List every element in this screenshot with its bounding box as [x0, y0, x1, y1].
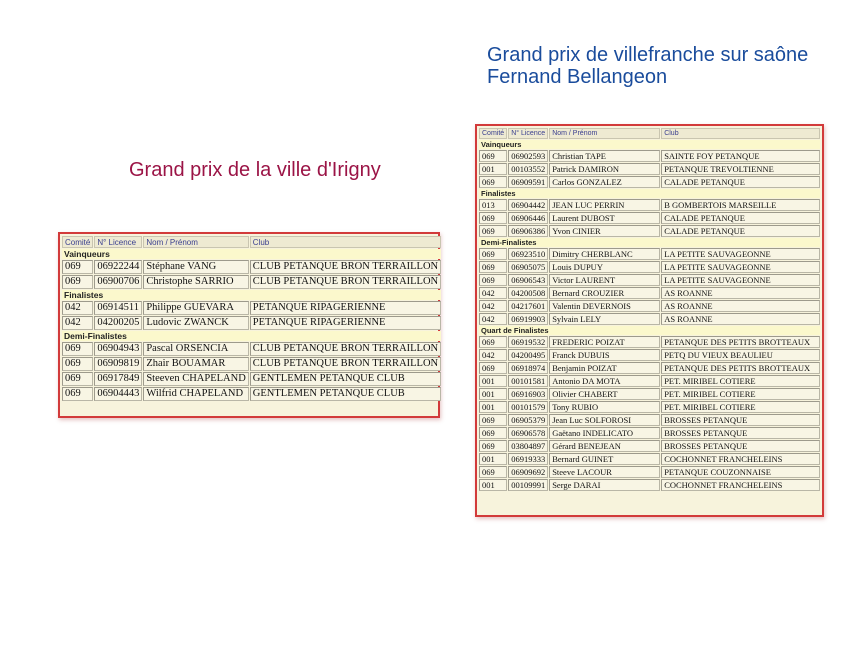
cell-nom: Gérard BENEJEAN	[549, 440, 660, 452]
table-header-row	[62, 236, 441, 248]
cell-club: PETANQUE RIPAGERIENNE	[250, 316, 441, 330]
cell-licence: 06906543	[508, 274, 548, 286]
cell-comite: 069	[479, 336, 507, 348]
table-row	[479, 466, 820, 478]
cell-nom: Patrick DAMIRON	[549, 163, 660, 175]
cell-licence: 06916903	[508, 388, 548, 400]
cell-licence: 00109991	[508, 479, 548, 491]
table-row	[479, 362, 820, 374]
cell-comite: 069	[479, 225, 507, 237]
cell-comite: 069	[479, 274, 507, 286]
right-title	[487, 44, 808, 88]
table-row	[479, 176, 820, 188]
cell-licence: 06917849	[94, 372, 142, 386]
cell-licence: 06923510	[508, 248, 548, 260]
cell-comite: 069	[479, 261, 507, 273]
cell-comite: 069	[479, 176, 507, 188]
table-row	[479, 453, 820, 465]
cell-nom: Bernard CROUZIER	[549, 287, 660, 299]
section-label: Finalistes	[479, 189, 820, 198]
header-club: Club	[250, 236, 441, 248]
cell-licence: 00101581	[508, 375, 548, 387]
cell-comite: 069	[479, 440, 507, 452]
cell-club: PETANQUE DES PETITS BROTTEAUX	[661, 336, 820, 348]
cell-club: LA PETITE SAUVAGEONNE	[661, 274, 820, 286]
cell-nom: Stéphane VANG	[143, 260, 248, 274]
cell-comite: 042	[479, 287, 507, 299]
cell-comite: 042	[62, 316, 93, 330]
cell-club: CLUB PETANQUE BRON TERRAILLON	[250, 260, 441, 274]
right-title-line2: Fernand Bellangeon	[487, 66, 668, 88]
section-row	[62, 249, 441, 259]
cell-nom: Ludovic ZWANCK	[143, 316, 248, 330]
cell-comite: 069	[62, 342, 93, 356]
table-row	[479, 212, 820, 224]
table-row	[479, 261, 820, 273]
cell-licence: 04200205	[94, 316, 142, 330]
cell-club: CALADE PETANQUE	[661, 212, 820, 224]
cell-club: B GOMBERTOIS MARSEILLE	[661, 199, 820, 211]
cell-nom: Benjamin POIZAT	[549, 362, 660, 374]
table-row	[479, 479, 820, 491]
cell-club: AS ROANNE	[661, 300, 820, 312]
cell-nom: Christian TAPE	[549, 150, 660, 162]
cell-licence: 06906446	[508, 212, 548, 224]
table-row	[479, 349, 820, 361]
cell-comite: 001	[479, 479, 507, 491]
cell-club: LA PETITE SAUVAGEONNE	[661, 248, 820, 260]
table-header-row	[479, 128, 820, 139]
table-row	[479, 375, 820, 387]
table-row	[479, 287, 820, 299]
cell-nom: Christophe SARRIO	[143, 275, 248, 289]
table-row	[479, 427, 820, 439]
cell-licence: 04217601	[508, 300, 548, 312]
section-label: Finalistes	[62, 290, 441, 300]
cell-comite: 069	[479, 248, 507, 260]
header-nom: Nom / Prénom	[549, 128, 660, 139]
cell-club: CLUB PETANQUE BRON TERRAILLON	[250, 342, 441, 356]
cell-club: PETANQUE RIPAGERIENNE	[250, 301, 441, 315]
cell-club: BROSSES PETANQUE	[661, 427, 820, 439]
table-row	[479, 274, 820, 286]
cell-nom: Yvon CINIER	[549, 225, 660, 237]
cell-licence: 06919532	[508, 336, 548, 348]
cell-nom: Olivier CHABERT	[549, 388, 660, 400]
cell-nom: Valentin DEVERNOIS	[549, 300, 660, 312]
cell-comite: 042	[479, 313, 507, 325]
section-row	[479, 238, 820, 247]
cell-comite: 042	[479, 300, 507, 312]
cell-licence: 04200495	[508, 349, 548, 361]
cell-comite: 001	[479, 401, 507, 413]
table-row	[479, 163, 820, 175]
cell-licence: 00103552	[508, 163, 548, 175]
cell-licence: 06909819	[94, 357, 142, 371]
cell-club: PET. MIRIBEL COTIERE	[661, 401, 820, 413]
villefranche-results-table	[478, 127, 821, 492]
cell-comite: 013	[479, 199, 507, 211]
table-row	[479, 440, 820, 452]
cell-comite: 069	[479, 150, 507, 162]
cell-club: PET. MIRIBEL COTIERE	[661, 388, 820, 400]
header-licence: N° Licence	[508, 128, 548, 139]
cell-club: PETANQUE COUZONNAISE	[661, 466, 820, 478]
table-row	[479, 414, 820, 426]
cell-comite: 001	[479, 453, 507, 465]
header-nom: Nom / Prénom	[143, 236, 248, 248]
cell-licence: 06914511	[94, 301, 142, 315]
cell-club: AS ROANNE	[661, 287, 820, 299]
cell-licence: 00101579	[508, 401, 548, 413]
irigny-results-table	[61, 235, 442, 402]
header-comite: Comité	[62, 236, 93, 248]
cell-licence: 04200508	[508, 287, 548, 299]
cell-licence: 06919333	[508, 453, 548, 465]
cell-nom: Serge DARAI	[549, 479, 660, 491]
section-row	[62, 290, 441, 300]
cell-nom: Zhair BOUAMAR	[143, 357, 248, 371]
cell-nom: Wilfrid CHAPELAND	[143, 387, 248, 401]
table-row	[479, 401, 820, 413]
table-row	[479, 300, 820, 312]
cell-club: PET. MIRIBEL COTIERE	[661, 375, 820, 387]
cell-club: PETQ DU VIEUX BEAULIEU	[661, 349, 820, 361]
cell-comite: 042	[62, 301, 93, 315]
cell-comite: 069	[479, 414, 507, 426]
cell-licence: 06922244	[94, 260, 142, 274]
cell-comite: 069	[62, 275, 93, 289]
cell-comite: 069	[479, 466, 507, 478]
section-row	[479, 326, 820, 335]
section-label: Demi-Finalistes	[479, 238, 820, 247]
cell-comite: 069	[479, 362, 507, 374]
table-row	[62, 342, 441, 356]
cell-nom: Antonio DA MOTA	[549, 375, 660, 387]
section-row	[62, 331, 441, 341]
cell-club: CLUB PETANQUE BRON TERRAILLON	[250, 357, 441, 371]
cell-licence: 06906578	[508, 427, 548, 439]
cell-licence: 06904943	[94, 342, 142, 356]
table-row	[479, 225, 820, 237]
cell-licence: 06904442	[508, 199, 548, 211]
cell-comite: 001	[479, 375, 507, 387]
table-row	[62, 357, 441, 371]
table-row	[479, 248, 820, 260]
section-row	[479, 140, 820, 149]
table-row	[62, 372, 441, 386]
cell-club: AS ROANNE	[661, 313, 820, 325]
cell-licence: 06909692	[508, 466, 548, 478]
cell-club: CALADE PETANQUE	[661, 176, 820, 188]
cell-club: PETANQUE DES PETITS BROTTEAUX	[661, 362, 820, 374]
cell-comite: 001	[479, 388, 507, 400]
table-row	[479, 150, 820, 162]
cell-nom: Gaëtano INDELICATO	[549, 427, 660, 439]
right-title-line1: Grand prix de villefranche sur saône	[487, 44, 809, 66]
cell-comite: 069	[62, 372, 93, 386]
cell-club: BROSSES PETANQUE	[661, 440, 820, 452]
cell-club: GENTLEMEN PETANQUE CLUB	[250, 372, 441, 386]
table-row	[62, 275, 441, 289]
cell-club: COCHONNET FRANCHELEINS	[661, 453, 820, 465]
header-licence: N° Licence	[94, 236, 142, 248]
cell-licence: 06900706	[94, 275, 142, 289]
cell-licence: 03804897	[508, 440, 548, 452]
cell-club: SAINTE FOY PETANQUE	[661, 150, 820, 162]
cell-nom: Sylvain LELY	[549, 313, 660, 325]
section-label: Demi-Finalistes	[62, 331, 441, 341]
cell-licence: 06904443	[94, 387, 142, 401]
cell-club: CALADE PETANQUE	[661, 225, 820, 237]
cell-comite: 069	[479, 427, 507, 439]
table-row	[62, 260, 441, 274]
cell-club: LA PETITE SAUVAGEONNE	[661, 261, 820, 273]
table-row	[479, 336, 820, 348]
cell-nom: Steeve LACOUR	[549, 466, 660, 478]
cell-comite: 042	[479, 349, 507, 361]
cell-nom: Dimitry CHERBLANC	[549, 248, 660, 260]
cell-nom: Laurent DUBOST	[549, 212, 660, 224]
cell-licence: 06909591	[508, 176, 548, 188]
table-row	[479, 313, 820, 325]
table-row	[62, 301, 441, 315]
cell-nom: FREDERIC POIZAT	[549, 336, 660, 348]
header-comite: Comité	[479, 128, 507, 139]
cell-licence: 06905379	[508, 414, 548, 426]
cell-nom: Steeven CHAPELAND	[143, 372, 248, 386]
cell-nom: Jean Luc SOLFOROSI	[549, 414, 660, 426]
cell-nom: Victor LAURENT	[549, 274, 660, 286]
cell-nom: Bernard GUINET	[549, 453, 660, 465]
section-label: Quart de Finalistes	[479, 326, 820, 335]
cell-licence: 06905075	[508, 261, 548, 273]
cell-club: PETANQUE TREVOLTIENNE	[661, 163, 820, 175]
cell-nom: JEAN LUC PERRIN	[549, 199, 660, 211]
cell-licence: 06918974	[508, 362, 548, 374]
cell-licence: 06902593	[508, 150, 548, 162]
cell-club: COCHONNET FRANCHELEINS	[661, 479, 820, 491]
cell-comite: 069	[479, 212, 507, 224]
cell-comite: 069	[62, 260, 93, 274]
cell-nom: Pascal ORSENCIA	[143, 342, 248, 356]
cell-comite: 069	[62, 387, 93, 401]
cell-licence: 06919903	[508, 313, 548, 325]
header-club: Club	[661, 128, 820, 139]
villefranche-results-panel	[475, 124, 824, 517]
section-label: Vainqueurs	[62, 249, 441, 259]
table-row	[479, 199, 820, 211]
cell-nom: Louis DUPUY	[549, 261, 660, 273]
table-row	[62, 387, 441, 401]
cell-nom: Franck DUBUIS	[549, 349, 660, 361]
cell-nom: Tony RUBIO	[549, 401, 660, 413]
table-row	[62, 316, 441, 330]
cell-nom: Carlos GONZALEZ	[549, 176, 660, 188]
cell-nom: Philippe GUEVARA	[143, 301, 248, 315]
section-label: Vainqueurs	[479, 140, 820, 149]
left-title: Grand prix de la ville d'Irigny	[129, 159, 381, 181]
cell-licence: 06906386	[508, 225, 548, 237]
irigny-results-panel	[58, 232, 440, 418]
table-row	[479, 388, 820, 400]
cell-club: GENTLEMEN PETANQUE CLUB	[250, 387, 441, 401]
section-row	[479, 189, 820, 198]
cell-comite: 069	[62, 357, 93, 371]
cell-comite: 001	[479, 163, 507, 175]
cell-club: BROSSES PETANQUE	[661, 414, 820, 426]
cell-club: CLUB PETANQUE BRON TERRAILLON	[250, 275, 441, 289]
